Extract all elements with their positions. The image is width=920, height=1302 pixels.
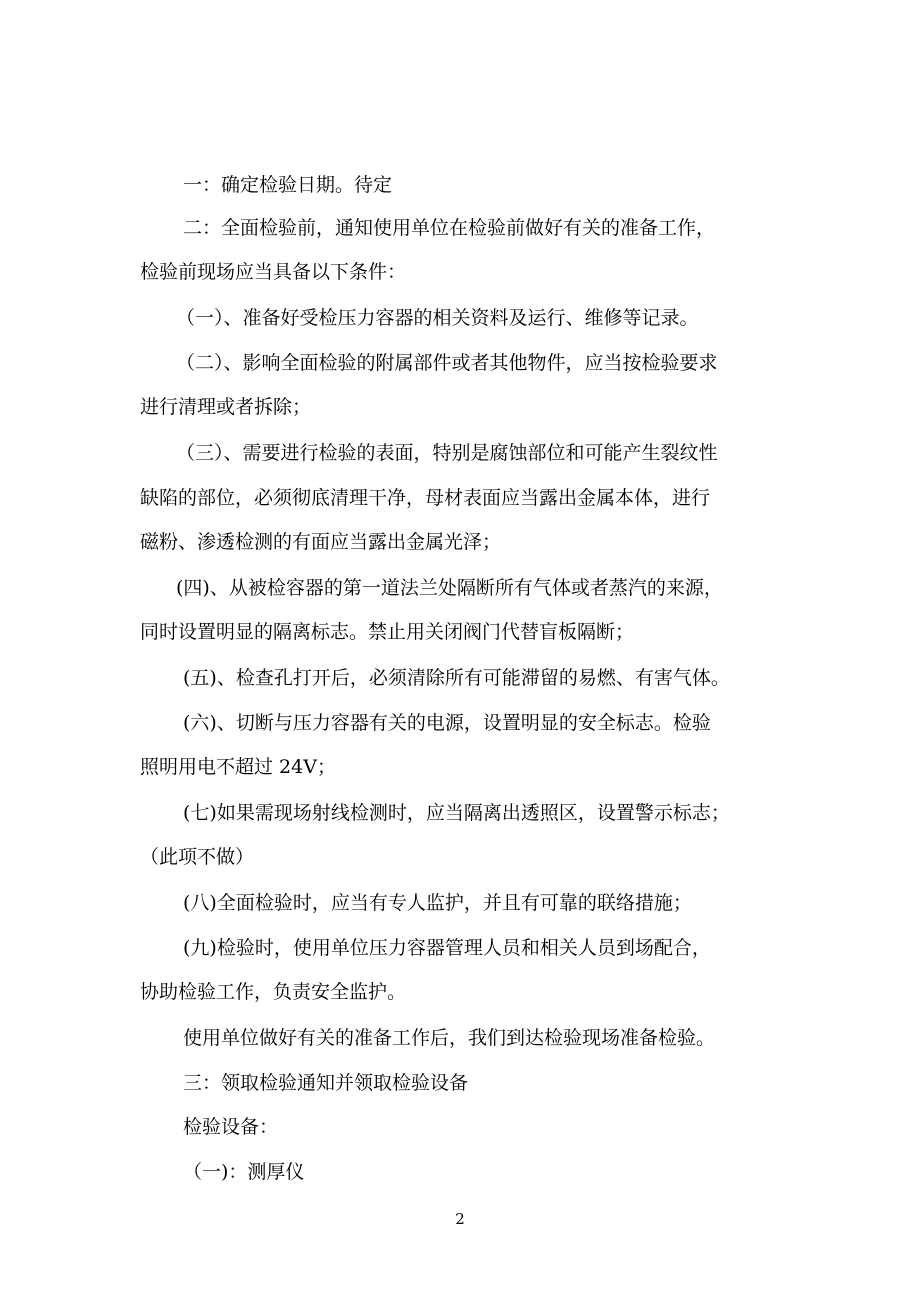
text-line: (九)检验时，使用单位压力容器管理人员和相关人员到场配合， bbox=[183, 937, 711, 959]
text-line: 使用单位做好有关的准备工作后，我们到达检验现场准备检验。 bbox=[183, 1027, 716, 1049]
text-line: 磁粉、渗透检测的有面应当露出金属光泽； bbox=[140, 531, 502, 553]
text-line: (八)全面检验时，应当有专人监护，并且有可靠的联络措施； bbox=[183, 892, 692, 914]
text-line: 协助检验工作，负责安全监护。 bbox=[140, 981, 407, 1003]
text-line: (四)、从被检容器的第一道法兰处隔断所有气体或者蒸汽的来源， bbox=[176, 577, 723, 599]
text-line: 缺陷的部位，必须彻底清理干净，母材表面应当露出金属本体，进行 bbox=[140, 487, 711, 509]
text-line: (七)如果需现场射线检测时，应当隔离出透照区，设置警示标志； bbox=[183, 802, 730, 824]
text-line: 二：全面检验前，通知使用单位在检验前做好有关的准备工作， bbox=[183, 217, 716, 239]
text-line: 进行清理或者拆除； bbox=[140, 396, 312, 418]
text-line: (六)、切断与压力容器有关的电源，设置明显的安全标志。检验 bbox=[183, 712, 711, 734]
text-line: 同时设置明显的隔离标志。禁止用关闭阀门代替盲板隔断； bbox=[140, 621, 635, 643]
text-line: （此项不做） bbox=[140, 846, 255, 868]
text-line: （三）、需要进行检验的表面，特别是腐蚀部位和可能产生裂纹性 bbox=[176, 442, 718, 464]
text-line: 检验前现场应当具备以下条件： bbox=[140, 261, 407, 283]
page-number: 2 bbox=[455, 1210, 465, 1228]
text-line: （一)：测厚仪 bbox=[183, 1161, 305, 1183]
text-line: （二）、影响全面检验的附属部件或者其他物件，应当按检验要求 bbox=[176, 352, 718, 374]
text-line: 一：确定检验日期。待定 bbox=[183, 174, 393, 196]
text-line: 检验设备： bbox=[183, 1116, 279, 1138]
text-line: （一）、准备好受检压力容器的相关资料及运行、维修等记录。 bbox=[176, 307, 699, 329]
text-line: (五)、检查孔打开后，必须清除所有可能滞留的易燃、有害气体。 bbox=[183, 667, 730, 689]
text-line: 照明用电不超过 24V； bbox=[140, 756, 336, 778]
text-line: 三：领取检验通知并领取检验设备 bbox=[183, 1072, 469, 1094]
